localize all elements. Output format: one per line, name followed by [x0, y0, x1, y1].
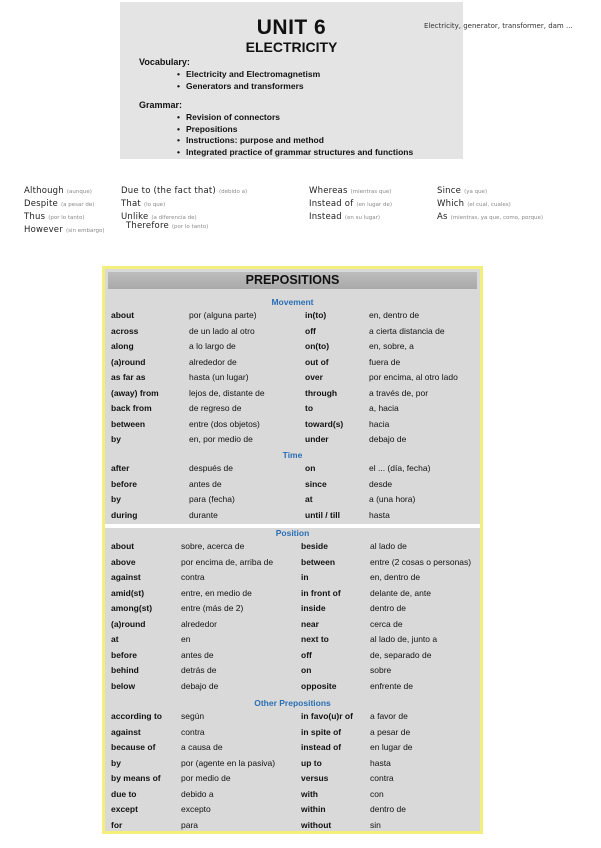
preposition-english: through — [305, 387, 338, 398]
preposition-english: under — [305, 434, 329, 444]
table-row — [105, 803, 480, 818]
table-row — [105, 571, 480, 586]
preposition-spanish: después de — [189, 463, 233, 473]
preposition-spanish: en, sobre, a — [369, 341, 414, 351]
preposition-english: before — [111, 478, 137, 489]
table-row — [105, 556, 480, 571]
preposition-english: (a)round — [111, 618, 146, 629]
unit-subtitle: ELECTRICITY — [245, 39, 338, 55]
preposition-spanish: excepto — [181, 804, 211, 814]
preposition-spanish: de, separado de — [370, 649, 432, 660]
preposition-spanish: con — [370, 788, 384, 799]
preposition-english: without — [301, 819, 332, 830]
preposition-spanish: desde — [369, 478, 393, 489]
preposition-spanish: el ... (día, fecha) — [369, 463, 431, 473]
table-row — [105, 602, 480, 617]
preposition-english: by — [111, 757, 121, 768]
preposition-spanish: debajo de — [369, 434, 407, 444]
connector-word: Whereas — [309, 186, 348, 196]
preposition-english: among(st) — [111, 603, 153, 613]
table-row — [105, 433, 480, 448]
connector-translation: (a diferencia de) — [151, 215, 197, 221]
vocabulary-item: • Electricity and Electromagnetism — [186, 69, 320, 81]
table-row — [105, 309, 480, 324]
preposition-english: at — [305, 494, 313, 504]
preposition-spanish: antes de — [189, 478, 222, 489]
table-row — [105, 418, 480, 433]
preposition-english: about — [111, 541, 135, 551]
preposition-english: along — [111, 341, 134, 351]
preposition-spanish: dentro de — [370, 804, 406, 814]
connector-translation: (el cual, cuales) — [467, 202, 511, 208]
preposition-spanish: hasta — [370, 757, 391, 768]
preposition-spanish: hasta (un lugar) — [189, 372, 249, 382]
table-row — [105, 788, 480, 803]
preposition-spanish: alrededor de — [189, 356, 237, 367]
grammar-item: • Prepositions — [186, 124, 413, 136]
preposition-english: against — [111, 726, 141, 737]
preposition-english: about — [111, 310, 135, 320]
preposition-english: in(to) — [305, 310, 327, 320]
prepositions-table — [102, 266, 483, 834]
preposition-spanish: en, dentro de — [369, 310, 420, 320]
preposition-spanish: de regreso de — [189, 403, 242, 413]
connector-entry — [437, 204, 543, 223]
connector-translation: (aunque) — [66, 189, 92, 195]
connector-translation: (mientras, ya que, como, porque) — [450, 215, 544, 221]
unit-title: UNIT 6 — [256, 16, 327, 39]
preposition-spanish: al lado de, junto a — [370, 634, 438, 644]
preposition-spanish: por (alguna parte) — [189, 310, 257, 320]
preposition-english: within — [301, 804, 326, 814]
preposition-english: behind — [111, 665, 139, 675]
preposition-spanish: fuera de — [369, 356, 401, 367]
preposition-english: inside — [301, 603, 326, 613]
preposition-spanish: para (fecha) — [189, 494, 235, 504]
table-row — [105, 387, 480, 402]
table-row — [105, 710, 480, 725]
connector-word: That — [121, 199, 141, 209]
table-row — [105, 402, 480, 417]
connector-word: Unlike — [121, 212, 149, 222]
unit-card — [120, 2, 463, 159]
preposition-spanish: por (agente en la pasiva) — [181, 757, 276, 768]
preposition-spanish: a pesar de — [370, 726, 411, 737]
preposition-spanish: contra — [181, 572, 205, 582]
table-row — [105, 649, 480, 664]
preposition-spanish: en — [181, 634, 191, 644]
table-row — [105, 772, 480, 787]
connector-translation: (en lugar de) — [356, 202, 393, 208]
connector-word: Instead — [309, 212, 342, 222]
preposition-spanish: según — [181, 711, 205, 721]
vocabulary-heading: Vocabulary: — [139, 57, 190, 67]
table-row — [105, 726, 480, 741]
preposition-spanish: en, por medio de — [189, 434, 253, 444]
preposition-english: at — [111, 634, 119, 644]
preposition-spanish: para — [181, 819, 199, 830]
preposition-spanish: alrededor — [181, 618, 217, 629]
preposition-spanish: a, hacia — [369, 403, 399, 413]
preposition-english: against — [111, 572, 141, 582]
preposition-spanish: hasta — [369, 509, 390, 520]
category-heading: Other Prepositions — [254, 698, 331, 708]
connector-translation: (mientras que) — [350, 189, 392, 195]
table-row — [105, 680, 480, 695]
preposition-english: on(to) — [305, 341, 330, 351]
preposition-english: for — [111, 819, 123, 830]
preposition-spanish: sobre, acerca de — [181, 541, 245, 551]
preposition-spanish: a través de, por — [369, 387, 429, 398]
preposition-english: amid(st) — [111, 587, 145, 598]
table-row — [105, 618, 480, 633]
preposition-english: according to — [111, 711, 163, 721]
preposition-spanish: contra — [181, 726, 205, 737]
preposition-english: (a)round — [111, 356, 146, 367]
preposition-english: with — [301, 788, 318, 799]
table-row — [105, 462, 480, 477]
connector-translation: (en su lugar) — [344, 215, 381, 221]
grammar-heading: Grammar: — [139, 100, 183, 110]
preposition-english: next to — [301, 634, 329, 644]
preposition-spanish: entre (2 cosas o personas) — [370, 556, 472, 567]
connector-word: Therefore — [126, 221, 169, 231]
preposition-english: opposite — [301, 680, 337, 691]
connector-word: Despite — [24, 199, 58, 209]
connector-entry — [309, 204, 380, 223]
preposition-english: since — [305, 478, 327, 489]
preposition-spanish: a causa de — [181, 742, 223, 752]
preposition-spanish: entre (dos objetos) — [189, 418, 260, 429]
connector-word: Although — [24, 186, 64, 196]
category-heading: Position — [275, 528, 310, 538]
category-heading: Movement — [271, 297, 314, 307]
preposition-english: versus — [301, 773, 329, 783]
preposition-english: because of — [111, 742, 156, 752]
preposition-english: above — [111, 556, 136, 567]
preposition-spanish: por encima de, arriba de — [181, 556, 274, 567]
preposition-english: near — [301, 618, 319, 629]
preposition-english: below — [111, 680, 136, 691]
table-row — [105, 371, 480, 386]
preposition-english: instead of — [301, 742, 342, 752]
preposition-english: by — [111, 434, 121, 444]
preposition-english: between — [301, 556, 336, 567]
connector-translation: (ya que) — [464, 189, 488, 195]
preposition-spanish: a (una hora) — [369, 494, 416, 504]
table-row — [105, 540, 480, 555]
table-row — [105, 664, 480, 679]
preposition-english: off — [301, 649, 312, 660]
preposition-english: beside — [301, 541, 328, 551]
preposition-english: (away) from — [111, 387, 159, 398]
preposition-spanish: cerca de — [370, 618, 403, 629]
preposition-spanish: en, dentro de — [370, 572, 421, 582]
table-row — [105, 741, 480, 756]
connector-word: Since — [437, 186, 462, 196]
connector-entry — [126, 213, 208, 232]
connector-word: Which — [437, 199, 465, 209]
table-row — [105, 478, 480, 493]
grammar-item: • Revision of connectors — [186, 112, 413, 124]
connector-word: However — [24, 225, 63, 235]
preposition-spanish: a favor de — [370, 711, 408, 721]
handwritten-vocab-note: Electricity, generator, transformer, dam ... — [424, 22, 573, 30]
preposition-english: in spite of — [301, 726, 342, 737]
preposition-spanish: contra — [370, 773, 394, 783]
preposition-spanish: en lugar de — [370, 742, 413, 752]
preposition-spanish: entre (más de 2) — [181, 603, 244, 613]
preposition-english: before — [111, 649, 137, 660]
preposition-spanish: de un lado al otro — [189, 325, 255, 336]
preposition-spanish: por encima, al otro lado — [369, 372, 458, 382]
vocabulary-list — [186, 69, 320, 92]
preposition-english: between — [111, 418, 146, 429]
preposition-english: by — [111, 494, 121, 504]
preposition-english: back from — [111, 403, 152, 413]
table-row — [105, 340, 480, 355]
preposition-spanish: por medio de — [181, 773, 231, 783]
connector-entry — [24, 217, 104, 236]
table-row — [105, 356, 480, 371]
preposition-spanish: al lado de — [370, 541, 407, 551]
prepositions-title: PREPOSITIONS — [108, 272, 477, 289]
preposition-spanish: enfrente de — [370, 680, 414, 691]
preposition-english: out of — [305, 356, 329, 367]
grammar-item: • Integrated practice of grammar structures and functions — [186, 147, 413, 159]
preposition-english: up to — [301, 757, 322, 768]
preposition-spanish: hacia — [369, 418, 390, 429]
preposition-english: on — [305, 463, 316, 473]
preposition-english: until / till — [305, 509, 340, 520]
category-heading: Time — [282, 450, 303, 460]
preposition-spanish: debido a — [181, 788, 214, 799]
preposition-spanish: debajo de — [181, 680, 219, 691]
connector-translation: (a pesar de) — [60, 202, 95, 208]
preposition-spanish: lejos de, distante de — [189, 387, 265, 398]
connector-translation: (lo que) — [143, 202, 166, 208]
preposition-spanish: a lo largo de — [189, 341, 236, 351]
connector-word: Due to (the fact that) — [121, 186, 216, 196]
preposition-english: over — [305, 372, 323, 382]
connector-translation: (por lo tanto) — [48, 215, 85, 221]
table-row — [105, 493, 480, 508]
preposition-spanish: entre, en medio de — [181, 587, 252, 598]
preposition-english: to — [305, 403, 314, 413]
preposition-english: toward(s) — [305, 418, 344, 429]
connector-word: As — [437, 212, 448, 222]
table-row — [105, 325, 480, 340]
preposition-english: in favo(u)r of — [301, 711, 353, 721]
preposition-english: off — [305, 325, 316, 336]
connector-translation: (sin embargo) — [65, 228, 105, 234]
preposition-spanish: delante de, ante — [370, 587, 431, 598]
preposition-spanish: detrás de — [181, 665, 217, 675]
preposition-english: as far as — [111, 372, 146, 382]
table-row — [105, 509, 480, 524]
grammar-list — [186, 112, 413, 158]
preposition-english: during — [111, 509, 138, 520]
preposition-english: after — [111, 463, 130, 473]
preposition-spanish: sobre — [370, 665, 392, 675]
connector-translation: (debido a) — [218, 189, 248, 195]
preposition-spanish: antes de — [181, 649, 214, 660]
preposition-spanish: sin — [370, 819, 381, 830]
connector-translation: (por lo tanto) — [171, 224, 209, 230]
preposition-english: in — [301, 572, 309, 582]
table-row — [105, 819, 480, 834]
vocabulary-item: • Generators and transformers — [186, 81, 320, 93]
preposition-english: by means of — [111, 773, 161, 783]
connector-word: Thus — [24, 212, 46, 222]
preposition-english: across — [111, 325, 139, 336]
table-row — [105, 757, 480, 772]
preposition-spanish: durante — [189, 509, 218, 520]
table-row — [105, 587, 480, 602]
preposition-english: on — [301, 665, 312, 675]
preposition-spanish: dentro de — [370, 603, 406, 613]
preposition-spanish: a cierta distancia de — [369, 325, 445, 336]
grammar-item: • Instructions: purpose and method — [186, 135, 413, 147]
preposition-english: due to — [111, 788, 137, 799]
connector-word: Instead of — [309, 199, 354, 209]
preposition-english: in front of — [301, 587, 341, 598]
preposition-english: except — [111, 804, 138, 814]
table-row — [105, 633, 480, 648]
